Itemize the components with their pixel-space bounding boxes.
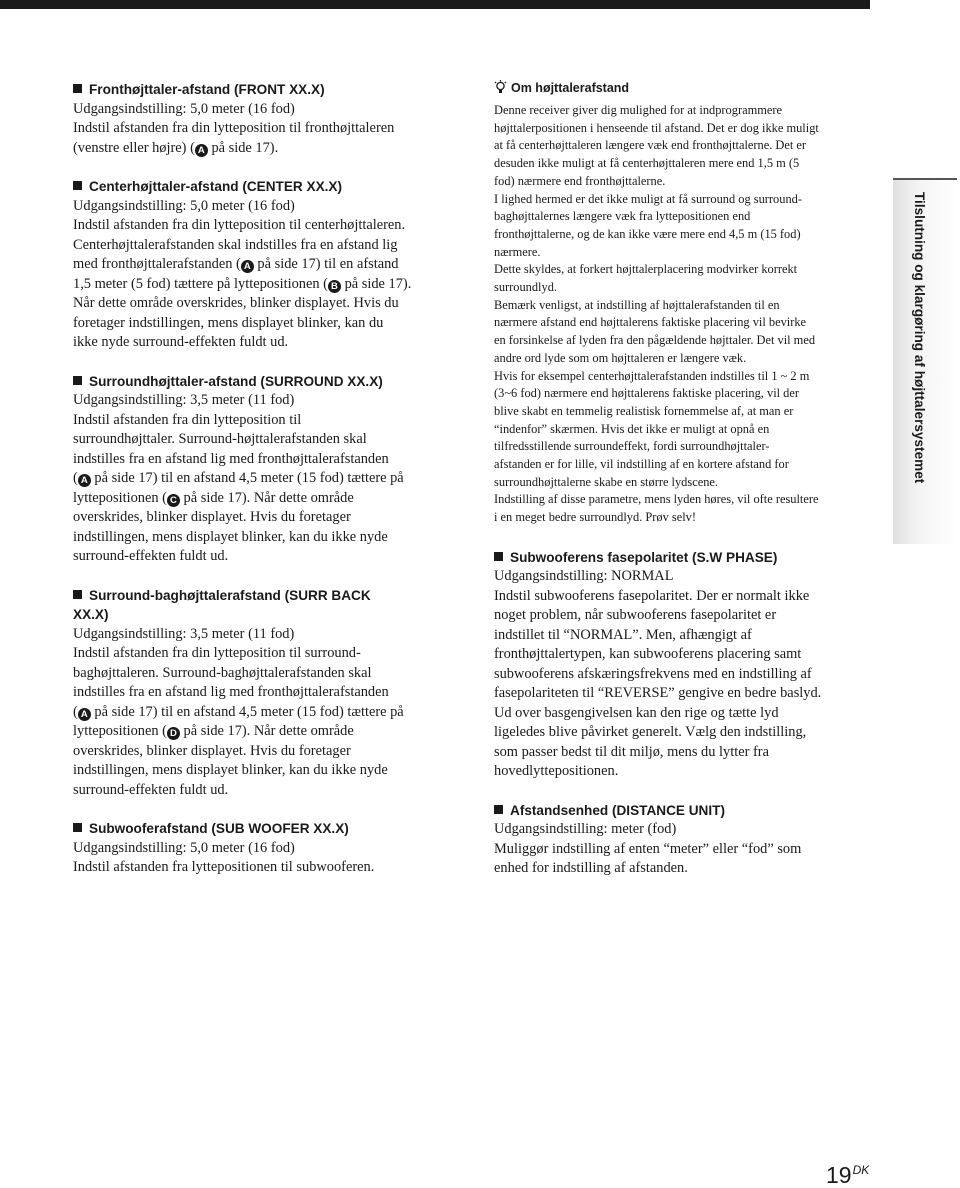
square-bullet-icon [73, 590, 82, 599]
tip-line: Hvis for eksempel centerhøjttalerafstanden indstilles til 1 ~ 2 m [494, 368, 810, 383]
tip-line: Indstilling af disse parametre, mens lyden høres, vil ofte resultere [494, 492, 819, 507]
tip-line: Denne receiver giver dig mulighed for at indprogrammere [494, 103, 782, 117]
line-part: lyttepositionen ( [73, 723, 167, 739]
tip-line: Dette skyldes, at forkert højttalerplacering modvirker korrekt [494, 262, 798, 277]
tip-heading [494, 80, 870, 100]
section-heading-cont: XX.X) [73, 607, 109, 622]
tip-line: baghøjttalernes længere væk fra lyttepositionen end [494, 209, 751, 224]
left-column [73, 80, 468, 897]
body-line: Når dette område overskrides, blinker displayet. Hvis du [73, 295, 399, 311]
body-line: Centerhøjttalerafstanden skal indstilles fra en afstand lig [73, 236, 398, 253]
section [73, 372, 468, 567]
tip-line: en forsinkelse af lyden fra den pågældende højttaler. Det vil med [494, 333, 816, 348]
body-line: ikke nyde surround-effekten fuldt ud. [73, 334, 289, 350]
body-line: Indstil afstanden fra din lytteposition til [73, 411, 302, 428]
line-part: ( [73, 470, 78, 486]
section-heading [494, 801, 870, 821]
figure-ref-icon: B [328, 280, 341, 293]
body-line [73, 469, 468, 489]
body-line: Udgangsindstilling: 5,0 meter (16 fod) [73, 100, 295, 117]
body-line [73, 275, 468, 295]
tip-line: afstanden er for lille, vil indstilling af en kortere afstand for [494, 457, 789, 472]
body-line [73, 722, 468, 742]
body-line: Udgangsindstilling: NORMAL [494, 568, 674, 585]
section-heading-text: Surround-baghøjttalerafstand (SURR BACK [89, 587, 371, 603]
tip-body [494, 102, 870, 527]
body-line: surroundhøjttaler. Surround-højttalerafstanden skal [73, 431, 367, 447]
body-line: som passer bedst til dit miljø, mens du lytter fra [494, 743, 769, 760]
body-line: noget problem, når subwooferens fasepolaritet er [494, 607, 777, 624]
body-line: Indstil afstanden fra din lytteposition til centerhøjttaleren. [73, 217, 406, 233]
body-line: Indstil afstanden fra din lytteposition til fronthøjttaleren [73, 120, 395, 136]
line-part: på side 17). Når dette område [179, 489, 354, 506]
body-line: indstilles fra en afstand lig med fronthøjttalerafstanden [73, 684, 389, 700]
body-line [73, 139, 468, 159]
body-line: baghøjttaleren. Surround-baghøjttalerafstanden skal [73, 664, 372, 681]
section-heading [73, 177, 468, 197]
tip-line: surroundhøjttalerne skabe en større lydscene. [494, 474, 718, 489]
side-tab-label: Tilslutning og klargøring af højttalersystemet [912, 192, 927, 484]
tip-line: blive skabt en temmelig realistisk fornemmelse af, at man er [494, 403, 794, 418]
top-rule [0, 0, 870, 9]
right-sections [494, 548, 870, 879]
square-bullet-icon [73, 823, 82, 832]
tip-line: I lighed hermed er det ikke muligt at få surround og surround- [494, 191, 802, 206]
tip-box [494, 80, 870, 527]
section-heading-text: Afstandsenhed (DISTANCE UNIT) [510, 802, 725, 818]
body-line: Muliggør indstilling af enten “meter” eller “fod” som [494, 840, 802, 857]
section-heading [73, 586, 468, 606]
body-line: Udgangsindstilling: 3,5 meter (11 fod) [73, 625, 295, 642]
body-line: overskrides, blinker displayet. Hvis du foretager [73, 509, 351, 525]
page-number [826, 1157, 869, 1188]
line-part: med fronthøjttalerafstanden ( [73, 256, 241, 272]
section [494, 801, 870, 879]
tip-line: at få centerhøjttaleren længere væk end fronthøjttalerne. Det er [494, 138, 807, 153]
section-heading [73, 372, 468, 392]
tip-line: andre ord lyde som om højttaleren er længere væk. [494, 350, 747, 365]
page-number-suffix: DK [852, 1163, 870, 1177]
body-line: indstillingen, mens displayet blinker, kan du ikke nyde [73, 528, 388, 545]
section [73, 819, 468, 878]
body-line: enhed for indstilling af afstanden. [494, 860, 688, 877]
tip-line: fronthøjttalerne, og de kan ikke være mere end 4,5 m (15 fod) [494, 226, 801, 241]
body-line [73, 489, 468, 509]
tip-line: (3~6 fod) nærmere end højttalerens faktiske placering, vil der [494, 386, 800, 401]
section-heading [73, 80, 468, 100]
tip-line: fod) nærmere end fronthøjttalerne. [494, 173, 666, 188]
body-line: ligeledes blive påvirket generelt. Vælg den indstilling, [494, 724, 807, 741]
body-line: overskrides, blinker displayet. Hvis du foretager [73, 742, 351, 759]
figure-ref-icon: A [78, 474, 91, 487]
tip-line: “indenfor” skærmen. Hvis det ikke er muligt at opnå en [494, 421, 770, 436]
body-line [73, 703, 468, 723]
body-line: subwooferens afskæringsfrekvens med en indstilling af [494, 665, 812, 682]
figure-ref-icon: A [241, 260, 254, 273]
tip-heading-text: Om højttalerafstand [511, 81, 630, 95]
body-line: surround-effekten fuldt ud. [73, 781, 229, 798]
section-heading-text: Centerhøjttaler-afstand (CENTER XX.X) [89, 179, 343, 194]
tip-line: nærmere. [494, 244, 541, 259]
section-heading-text: Subwooferens fasepolaritet (S.W PHASE) [510, 549, 778, 565]
body-line: Udgangsindstilling: meter (fod) [494, 821, 677, 838]
figure-ref-icon: D [167, 727, 180, 740]
body-line: Indstil subwooferens fasepolaritet. Der er normalt ikke [494, 587, 810, 604]
body-line: fasepolariteten til “REVERSE” gengive en bedre baslyd. [494, 685, 822, 702]
line-part: på side 17). Når dette område [179, 723, 354, 739]
body-line: Ud over basgengivelsen kan den rige og tætte lyd [494, 704, 779, 721]
line-part: på side 17) til en afstand 4,5 meter (15 fod) tættere på [90, 470, 404, 486]
square-bullet-icon [73, 84, 82, 93]
tip-line: tilfredsstillende surroundeffekt, fordi surroundhøjttaler- [494, 439, 770, 454]
page-number-value: 19 [826, 1162, 852, 1188]
square-bullet-icon [494, 552, 503, 561]
tip-line: Bemærk venligst, at indstilling af højttalerafstanden til en [494, 297, 780, 312]
square-bullet-icon [73, 376, 82, 385]
section-heading-text: Surroundhøjttaler-afstand (SURROUND XX.X) [89, 373, 383, 389]
tip-line: surroundlyd. [494, 280, 557, 295]
body-line: indstilles fra en afstand lig med fronthøjttalerafstanden [73, 450, 389, 467]
line-part: på side 17). [340, 275, 412, 292]
body-line: Indstil afstanden fra din lytteposition til surround- [73, 645, 361, 661]
tip-line: højttalerpositionen i henseende til afstand. Det er dog ikke muligt [494, 120, 819, 135]
line-part: (venstre eller højre) ( [73, 139, 195, 156]
right-column [494, 80, 870, 898]
line-part: lyttepositionen ( [73, 489, 167, 506]
square-bullet-icon [494, 805, 503, 814]
body-line: Udgangsindstilling: 5,0 meter (16 fod) [73, 197, 295, 214]
body-line: indstillet til “NORMAL”. Men, afhængigt af [494, 626, 752, 643]
lightbulb-icon [494, 80, 507, 100]
section [73, 177, 468, 353]
tip-line: nærmere afstand end højttalerens faktiske placering vil bevirke [494, 315, 807, 330]
line-part: 1,5 meter (5 fod) tættere på lyttepositionen ( [73, 275, 328, 292]
body-line: fronthøjttalertypen, kan subwooferens placering samt [494, 646, 802, 663]
section [73, 80, 468, 158]
section [73, 586, 468, 801]
line-part: på side 17) til en afstand [253, 256, 399, 272]
tip-line: desuden ikke muligt at få centerhøjttaleren mere end 1,5 m (5 [494, 156, 800, 171]
section-heading [494, 548, 870, 568]
square-bullet-icon [73, 181, 82, 190]
section-heading-text: Subwooferafstand (SUB WOOFER XX.X) [89, 821, 349, 836]
body-line: indstillingen, mens displayet blinker, kan du ikke nyde [73, 762, 388, 778]
section-heading [73, 819, 468, 839]
line-part: ( [73, 703, 78, 720]
body-line: Udgangsindstilling: 5,0 meter (16 fod) [73, 839, 295, 856]
body-line: hovedlyttepositionen. [494, 763, 619, 780]
line-part: på side 17). [207, 139, 279, 156]
body-line: Indstil afstanden fra lyttepositionen til subwooferen. [73, 859, 375, 875]
body-line: surround-effekten fuldt ud. [73, 548, 229, 564]
section-heading-text: Fronthøjttaler-afstand (FRONT XX.X) [89, 82, 325, 97]
figure-ref-icon: C [167, 494, 180, 507]
line-part: på side 17) til en afstand 4,5 meter (15 fod) tættere på [90, 703, 404, 720]
tip-line: i en meget bedre surroundlyd. Prøv selv! [494, 510, 696, 525]
figure-ref-icon: A [78, 708, 91, 721]
figure-ref-icon: A [195, 144, 208, 157]
body-line: Udgangsindstilling: 3,5 meter (11 fod) [73, 392, 295, 408]
body-line [73, 255, 468, 275]
section [494, 548, 870, 782]
body-line: foretager indstillingen, mens displayet blinker, kan du [73, 314, 384, 331]
